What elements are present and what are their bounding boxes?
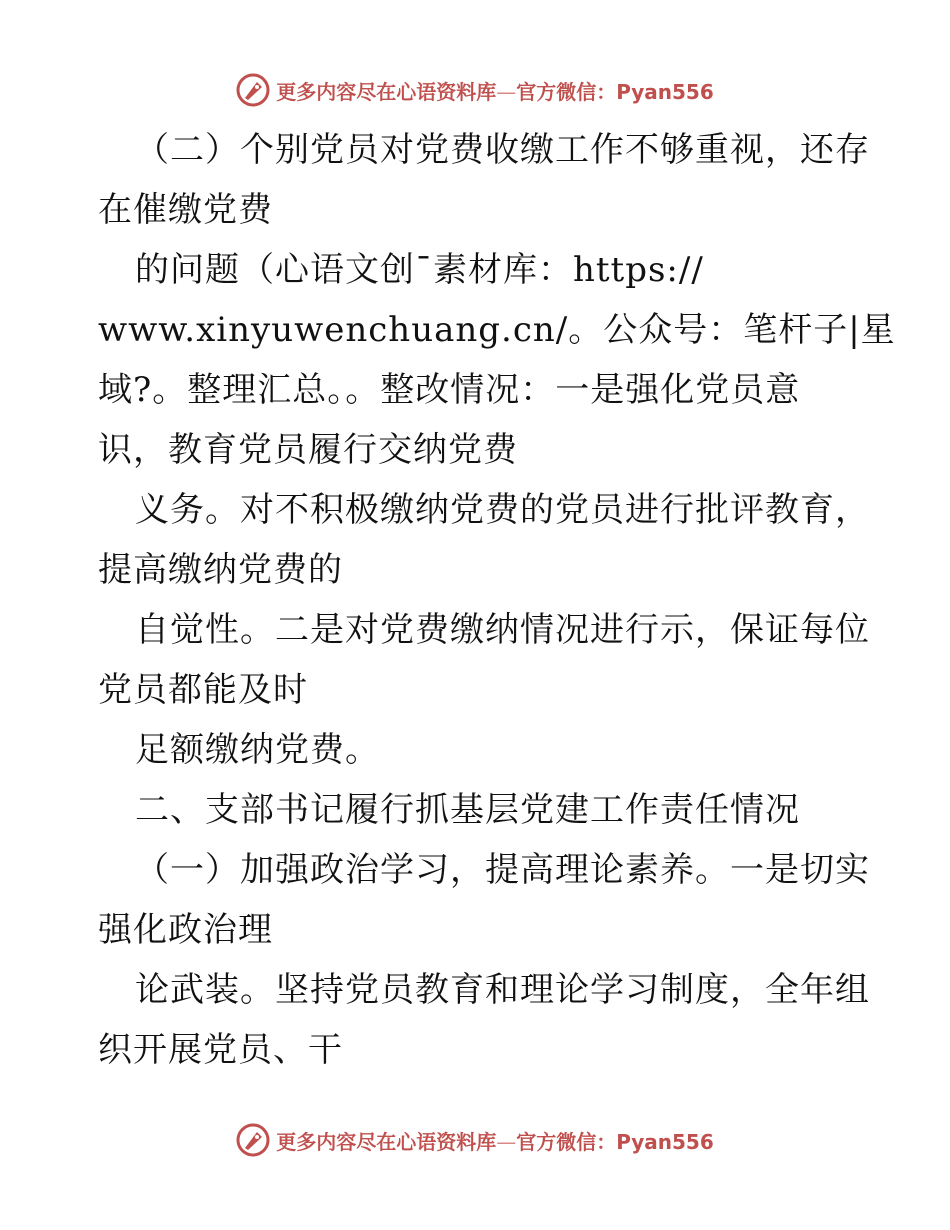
body-line: 党员都能及时 (98, 670, 308, 710)
body-text (98, 120, 896, 1080)
pen-nib-logo-icon (236, 73, 270, 107)
footer-banner (0, 1120, 950, 1160)
pen-nib-logo-icon (236, 1123, 270, 1157)
footer-banner-separator: — (496, 1129, 517, 1154)
body-line: 强化政治理 (98, 910, 273, 950)
footer-banner-text (276, 1126, 714, 1155)
footer-banner-sub: 官方微信：Pyan556 (516, 1129, 714, 1154)
body-line: 在催缴党费 (98, 190, 273, 230)
header-banner-sub: 官方微信：Pyan556 (516, 79, 714, 104)
body-line: 的问题（心语文创¯素材库：https:// (135, 250, 704, 290)
body-line: 提高缴纳党费的 (98, 550, 343, 590)
body-line: 足额缴纳党费。 (135, 730, 380, 770)
section-heading: 二、支部书记履行抓基层党建工作责任情况 (135, 790, 800, 830)
body-line: 自觉性。二是对党费缴纳情况进行示，保证每位 (135, 610, 870, 650)
body-line: （一）加强政治学习，提高理论素养。一是切实 (135, 850, 870, 890)
body-line: 织开展党员、干 (98, 1030, 343, 1070)
body-line: www.xinyuwenchuang.cn/。公众号：笔杆子|星 (98, 310, 896, 350)
body-line: 义务。对不积极缴纳党费的党员进行批评教育， (135, 490, 870, 530)
body-line: 识，教育党员履行交纳党费 (98, 430, 518, 470)
header-banner-text (276, 76, 714, 105)
body-line: 域?。整理汇总。。整改情况：一是强化党员意 (98, 370, 801, 410)
header-banner (0, 70, 950, 110)
footer-banner-main: 更多内容尽在心语资料库 (276, 1129, 497, 1154)
header-banner-separator: — (496, 79, 517, 104)
body-line: （二）个别党员对党费收缴工作不够重视，还存 (135, 130, 870, 170)
header-banner-main: 更多内容尽在心语资料库 (276, 79, 497, 104)
body-line: 论武装。坚持党员教育和理论学习制度，全年组 (135, 970, 870, 1010)
